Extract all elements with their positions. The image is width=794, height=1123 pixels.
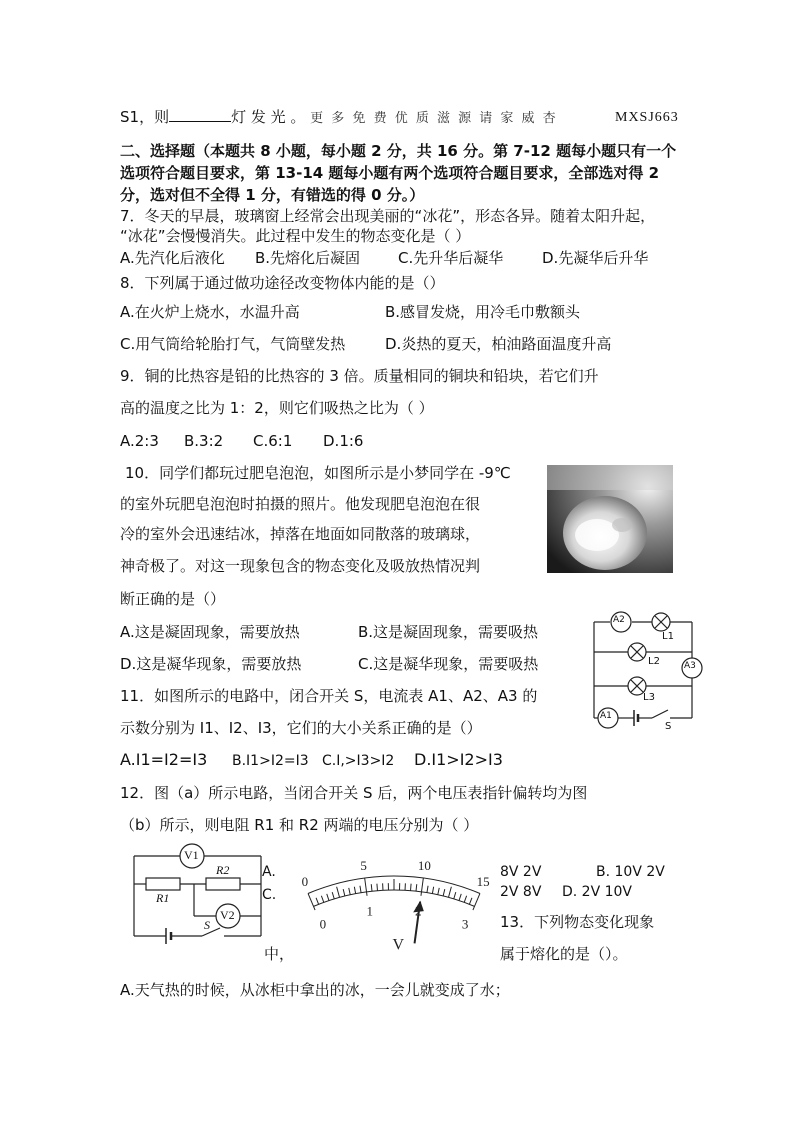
q12-option-d: D. 2V 10V (562, 884, 633, 900)
dial-tick (473, 893, 480, 910)
label-a2: A2 (613, 615, 625, 625)
q8-option-d: D.炎热的夏天，柏油路面温度升高 (385, 335, 612, 353)
dial-tick (438, 888, 439, 895)
q7-line1: 7．冬天的早晨，玻璃窗上经常会出现美丽的“冰花”，形态各异。随着太阳升起， (120, 207, 656, 225)
dial-tick (443, 889, 445, 896)
doc-code: MXSJ663 (615, 110, 679, 125)
q10-line3: 冷的室外会迅速结冰，掉落在地面如同散落的玻璃球， (120, 525, 481, 543)
dial-tick (327, 894, 329, 901)
q11-option-b: B.I1>I2=I3 (232, 753, 309, 769)
q10-line2: 的室外玩肥皂泡泡时拍摄的照片。他发现肥皂泡泡在很 (120, 495, 481, 513)
label-s: S (665, 721, 672, 732)
q12-option-c: 2V 8V (500, 884, 542, 900)
q10-option-a: A.这是凝固现象，需要放热 (120, 623, 300, 641)
dial-top-label: 0 (301, 874, 309, 890)
q10-line4: 神奇极了。对这一现象包含的物态变化及吸放热情况判 (120, 557, 481, 575)
q12-line2: （b）所示，则电阻 R1 和 R2 两端的电压分别为（ ） (120, 816, 479, 834)
q8-option-c: C.用气筒给轮胎打气，气筒壁发热 (120, 335, 346, 353)
dial-tick (416, 884, 417, 891)
q10-line5: 断正确的是（） (120, 590, 226, 608)
label-l3: L3 (643, 692, 655, 703)
q7-option-a: A.先汽化后液化 (120, 249, 225, 267)
q8-option-a: A.在火炉上烧水，水温升高 (120, 303, 300, 321)
frozen-bubble-photo (547, 465, 673, 573)
q7-option-b: B.先熔化后凝固 (255, 249, 361, 267)
dial-top-label: 5 (360, 858, 367, 874)
q9-option-c: C.6:1 (253, 432, 293, 450)
q9-line1: 9．铜的比热容是铅的比热容的 3 倍。质量相同的铜块和铅块，若它们升 (120, 367, 599, 385)
dial-tick (360, 886, 361, 893)
q12-zhong: 中， (264, 945, 295, 963)
q10-option-c: C.这是凝华现象，需要吸热 (358, 655, 539, 673)
q12-line1: 12．图（a）所示电路，当闭合开关 S 后，两个电压表指针偏转均为图 (120, 784, 588, 802)
s1-suffix: 灯 发 光 。 (231, 108, 306, 126)
q7-option-d: D.先凝华后升华 (542, 249, 649, 267)
q12-option-a-letter: A. (262, 864, 276, 880)
q7-option-c: C.先升华后凝华 (398, 249, 504, 267)
q9-line2: 高的温度之比为 1：2，则它们吸热之比为（ ） (120, 399, 434, 417)
dial-bottom-label: 0 (319, 916, 327, 932)
label-r2: R2 (216, 863, 230, 877)
dial-tick (337, 887, 340, 898)
dial-tick (316, 898, 319, 905)
label-v1: V1 (184, 848, 199, 862)
dial-tick (421, 878, 423, 896)
dial-tick (464, 896, 466, 903)
q11-line1: 11．如图所示的电路中，闭合开关 S，电流表 A1、A2、A3 的 (120, 687, 538, 705)
dial-tick (371, 884, 372, 891)
q10-line1: 10．同学们都玩过肥皂泡泡，如图所示是小梦同学在 -9℃ (125, 464, 511, 482)
q13-line2: 属于熔化的是（）。 (500, 945, 628, 963)
section2-line1: 二、选择题（本题共 8 小题，每小题 2 分，共 16 分。第 7-12 题每小题只有一个 (120, 142, 677, 160)
label-v2: V2 (220, 908, 235, 922)
dial-tick (411, 884, 412, 891)
dial-unit-label: V (392, 936, 405, 954)
label-s: S (204, 918, 210, 932)
q10-option-b: B.这是凝固现象，需要吸热 (358, 623, 539, 641)
q9-option-d: D.1:6 (323, 432, 364, 450)
q12-circuit-diagram (128, 840, 268, 952)
dial-tick (308, 893, 315, 910)
label-a3: A3 (684, 661, 696, 671)
dial-tick (365, 878, 367, 896)
dial-bottom-label: 1 (366, 903, 373, 919)
dial-tick (469, 898, 472, 905)
q9-option-b: B.3:2 (184, 432, 224, 450)
dial-top-label: 15 (476, 874, 490, 890)
q13-line1: 13．下列物态变化现象 (500, 913, 655, 931)
dial-tick (321, 896, 323, 903)
dial-inner-arc (314, 890, 475, 906)
q11-circuit-diagram (588, 606, 706, 736)
dial-tick (448, 887, 451, 898)
dial-tick (332, 892, 334, 899)
q11-option-a: A.I1=I2=I3 (120, 750, 208, 769)
dial-tick (349, 888, 350, 895)
q11-option-d: D.I1>I2>I3 (414, 750, 503, 769)
dial-tick (343, 889, 345, 896)
q12-option-c-letter: C. (262, 887, 277, 903)
q8-option-b: B.感冒发烧，用冷毛巾敷额头 (385, 303, 581, 321)
dial-tick (459, 894, 461, 901)
label-a1: A1 (600, 711, 612, 721)
q13-option-a: A.天气热的时候，从冰柜中拿出的冰，一会儿就变成了水； (120, 981, 510, 999)
q11-option-c: C.I,>I3>I2 (322, 753, 395, 769)
q9-option-a: A.2:3 (120, 432, 159, 450)
dial-tick (354, 887, 355, 894)
q10-option-d: D.这是凝华现象，需要放热 (120, 655, 302, 673)
label-r1: R1 (156, 891, 170, 905)
label-l1: L1 (662, 631, 674, 642)
q12-option-b: B. 10V 2V (596, 864, 665, 880)
section2-line2: 选项符合题目要求，第 13-14 题每小题有两个选项符合题目要求，全部选对得 2 (120, 164, 660, 182)
dial-top-label: 10 (417, 858, 431, 874)
q8-stem: 8．下列属于通过做功途径改变物体内能的是（） (120, 274, 445, 292)
label-l2: L2 (648, 656, 660, 667)
dial-tick (432, 887, 433, 894)
q12-option-a: 8V 2V (500, 864, 542, 880)
dial-tick (377, 884, 378, 891)
voltmeter-dial (288, 846, 500, 954)
dial-tick (454, 892, 456, 899)
q11-line2: 示数分别为 I1、I2、I3，它们的大小关系正确的是（） (120, 719, 482, 737)
section2-line3: 分，选对但不全得 1 分，有错选的得 0 分。） (120, 186, 425, 204)
answer-blank (169, 107, 231, 122)
s1-prefix: S1，则 (120, 108, 170, 126)
watermark-text: 更 多 免 费 优 质 滋 源 请 家 威 杏 (310, 111, 558, 126)
dial-bottom-label: 3 (461, 916, 469, 932)
dial-tick (427, 886, 428, 893)
q7-line2: “冰花”会慢慢消失。此过程中发生的物态变化是（ ） (120, 227, 471, 245)
s1-line (120, 107, 558, 129)
